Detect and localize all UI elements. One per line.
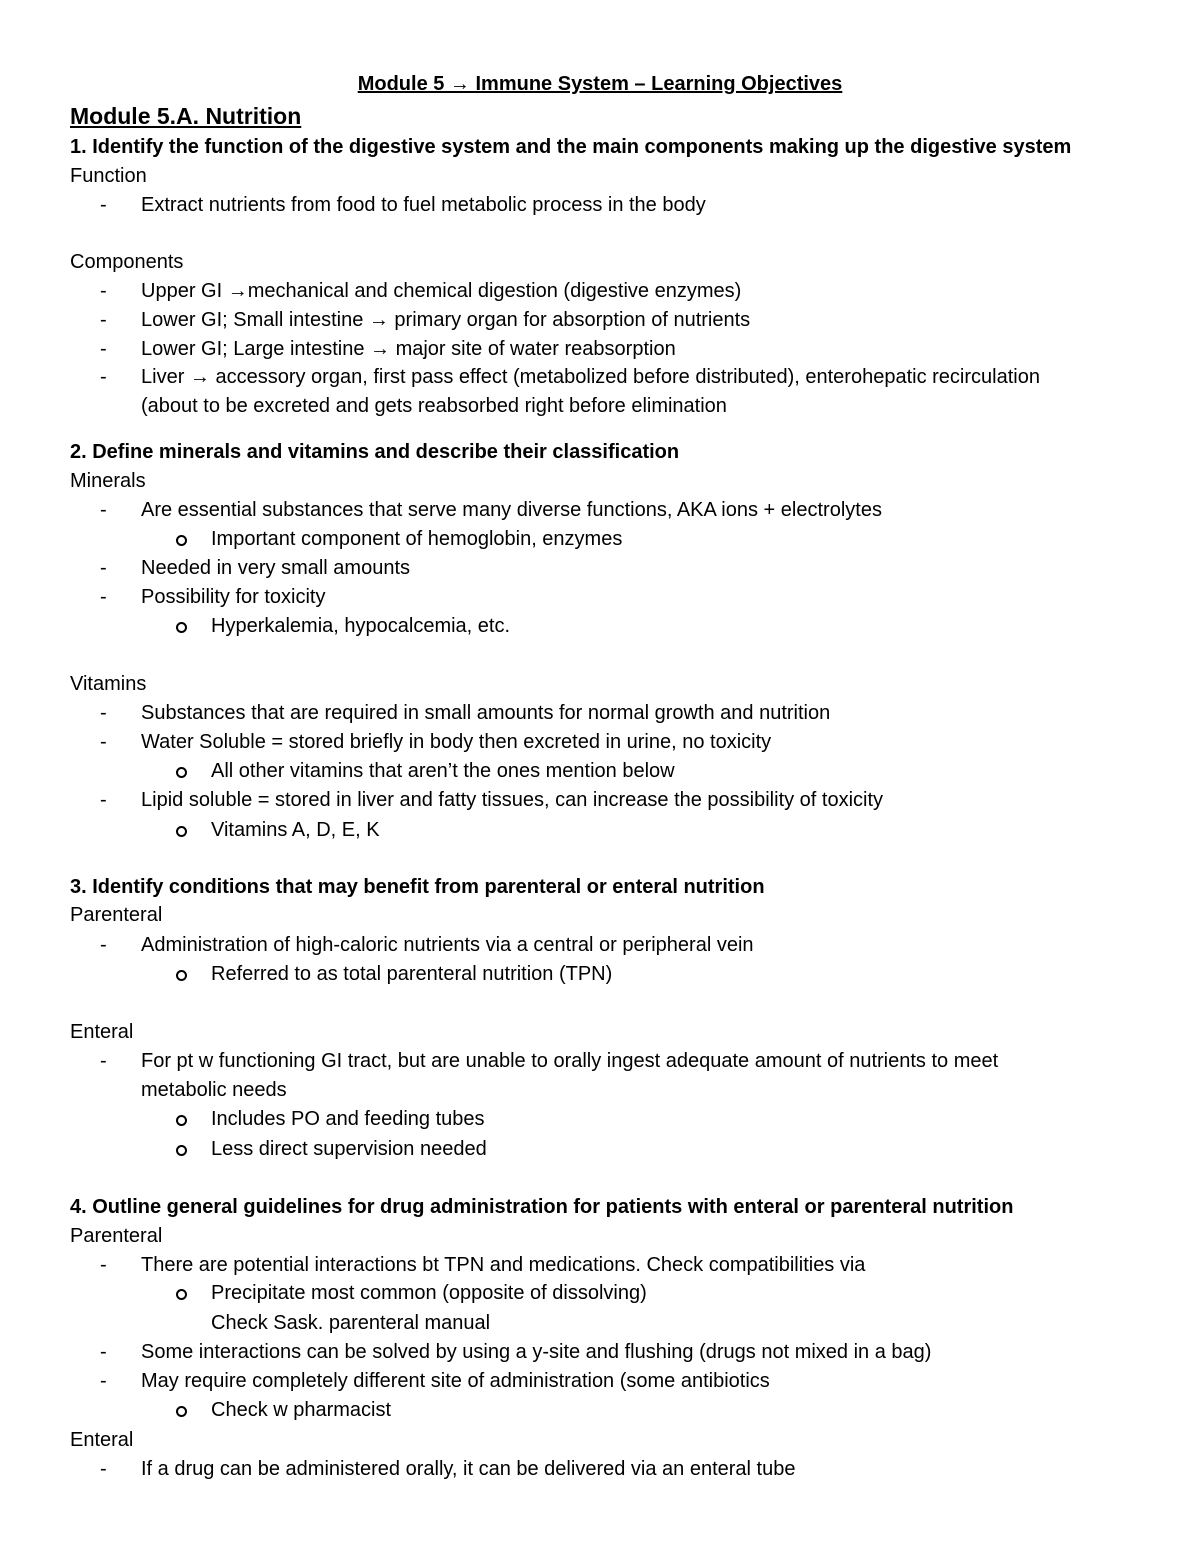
- bullet-circle-icon: [176, 1406, 187, 1417]
- list-item: May require completely different site of administration (some antibiotics: [141, 1370, 770, 1392]
- bullet-dash: [100, 335, 107, 363]
- document-title: Module 5 → Immune System – Learning Objectives: [357, 73, 843, 95]
- bullet-dash: [100, 306, 107, 334]
- list-item: Lipid soluble = stored in liver and fatty tissues, can increase the possibility of toxicity: [141, 789, 884, 811]
- list-item: Upper GI →mechanical and chemical digestion (digestive enzymes): [141, 280, 742, 302]
- enteral-label: Enteral: [70, 1021, 134, 1043]
- function-label: Function: [70, 165, 147, 187]
- section-1-heading: 1. Identify the function of the digestive system and the main components making up the digestive system: [70, 136, 1072, 158]
- bullet-circle-icon: [176, 1289, 187, 1300]
- list-item: Liver → accessory organ, first pass effect (metabolized before distributed), enterohepatic recirculation: [141, 366, 1040, 388]
- bullet-dash: [100, 728, 107, 756]
- vitamins-label: Vitamins: [70, 673, 147, 695]
- list-item: If a drug can be administered orally, it can be delivered via an enteral tube: [141, 1458, 796, 1480]
- bullet-circle-icon: [176, 767, 187, 778]
- list-item: Lower GI; Small intestine → primary organ for absorption of nutrients: [141, 309, 751, 331]
- list-item: There are potential interactions bt TPN and medications. Check compatibilities via: [141, 1254, 866, 1276]
- list-item: Possibility for toxicity: [141, 586, 326, 608]
- list-item: Water Soluble = stored briefly in body then excreted in urine, no toxicity: [141, 731, 772, 753]
- bullet-dash: [100, 1367, 107, 1395]
- section-3-heading: 3. Identify conditions that may benefit from parenteral or enteral nutrition: [70, 876, 765, 898]
- components-label: Components: [70, 251, 184, 273]
- sub-list-item: All other vitamins that aren’t the ones mention below: [211, 760, 675, 782]
- sub-list-item: Important component of hemoglobin, enzymes: [211, 528, 623, 550]
- bullet-dash: [100, 931, 107, 959]
- bullet-circle-icon: [176, 826, 187, 837]
- list-item: Administration of high-caloric nutrients via a central or peripheral vein: [141, 934, 754, 956]
- list-item: Needed in very small amounts: [141, 557, 411, 579]
- section-4-heading: 4. Outline general guidelines for drug administration for patients with enteral or parenteral nutrition: [70, 1196, 1014, 1218]
- minerals-label: Minerals: [70, 470, 146, 492]
- list-item: For pt w functioning GI tract, but are unable to orally ingest adequate amount of nutrients to meet: [141, 1050, 999, 1072]
- module-heading: Module 5.A. Nutrition: [70, 103, 302, 129]
- parenteral-label: Parenteral: [70, 1225, 163, 1247]
- bullet-dash: [100, 277, 107, 305]
- bullet-circle-icon: [176, 1115, 187, 1126]
- bullet-dash: [100, 1455, 107, 1483]
- bullet-dash: [100, 699, 107, 727]
- sub-list-item-continuation: Check Sask. parenteral manual: [211, 1312, 491, 1334]
- bullet-dash: [100, 786, 107, 814]
- bullet-circle-icon: [176, 622, 187, 633]
- bullet-dash: [100, 363, 107, 391]
- bullet-dash: [100, 583, 107, 611]
- bullet-dash: [100, 191, 107, 219]
- list-item: Substances that are required in small amounts for normal growth and nutrition: [141, 702, 831, 724]
- bullet-circle-icon: [176, 1145, 187, 1156]
- bullet-circle-icon: [176, 535, 187, 546]
- bullet-dash: [100, 554, 107, 582]
- sub-list-item: Referred to as total parenteral nutrition (TPN): [211, 963, 613, 985]
- list-item-continuation: metabolic needs: [141, 1079, 287, 1101]
- bullet-dash: [100, 1338, 107, 1366]
- section-2-heading: 2. Define minerals and vitamins and describe their classification: [70, 441, 680, 463]
- list-item: Extract nutrients from food to fuel metabolic process in the body: [141, 194, 706, 216]
- bullet-dash: [100, 1047, 107, 1075]
- list-item: Lower GI; Large intestine → major site of water reabsorption: [141, 338, 676, 360]
- parenteral-label: Parenteral: [70, 904, 163, 926]
- sub-list-item: Less direct supervision needed: [211, 1138, 487, 1160]
- sub-list-item: Hyperkalemia, hypocalcemia, etc.: [211, 615, 511, 637]
- sub-list-item: Includes PO and feeding tubes: [211, 1108, 485, 1130]
- list-item-continuation: (about to be excreted and gets reabsorbed right before elimination: [141, 395, 727, 417]
- sub-list-item: Precipitate most common (opposite of dissolving): [211, 1282, 647, 1304]
- bullet-dash: [100, 496, 107, 524]
- sub-list-item: Check w pharmacist: [211, 1399, 392, 1421]
- sub-list-item: Vitamins A, D, E, K: [211, 819, 380, 841]
- bullet-circle-icon: [176, 970, 187, 981]
- list-item: Some interactions can be solved by using a y-site and flushing (drugs not mixed in a bag): [141, 1341, 932, 1363]
- list-item: Are essential substances that serve many diverse functions, AKA ions + electrolytes: [141, 499, 882, 521]
- enteral-label: Enteral: [70, 1429, 134, 1451]
- bullet-dash: [100, 1251, 107, 1279]
